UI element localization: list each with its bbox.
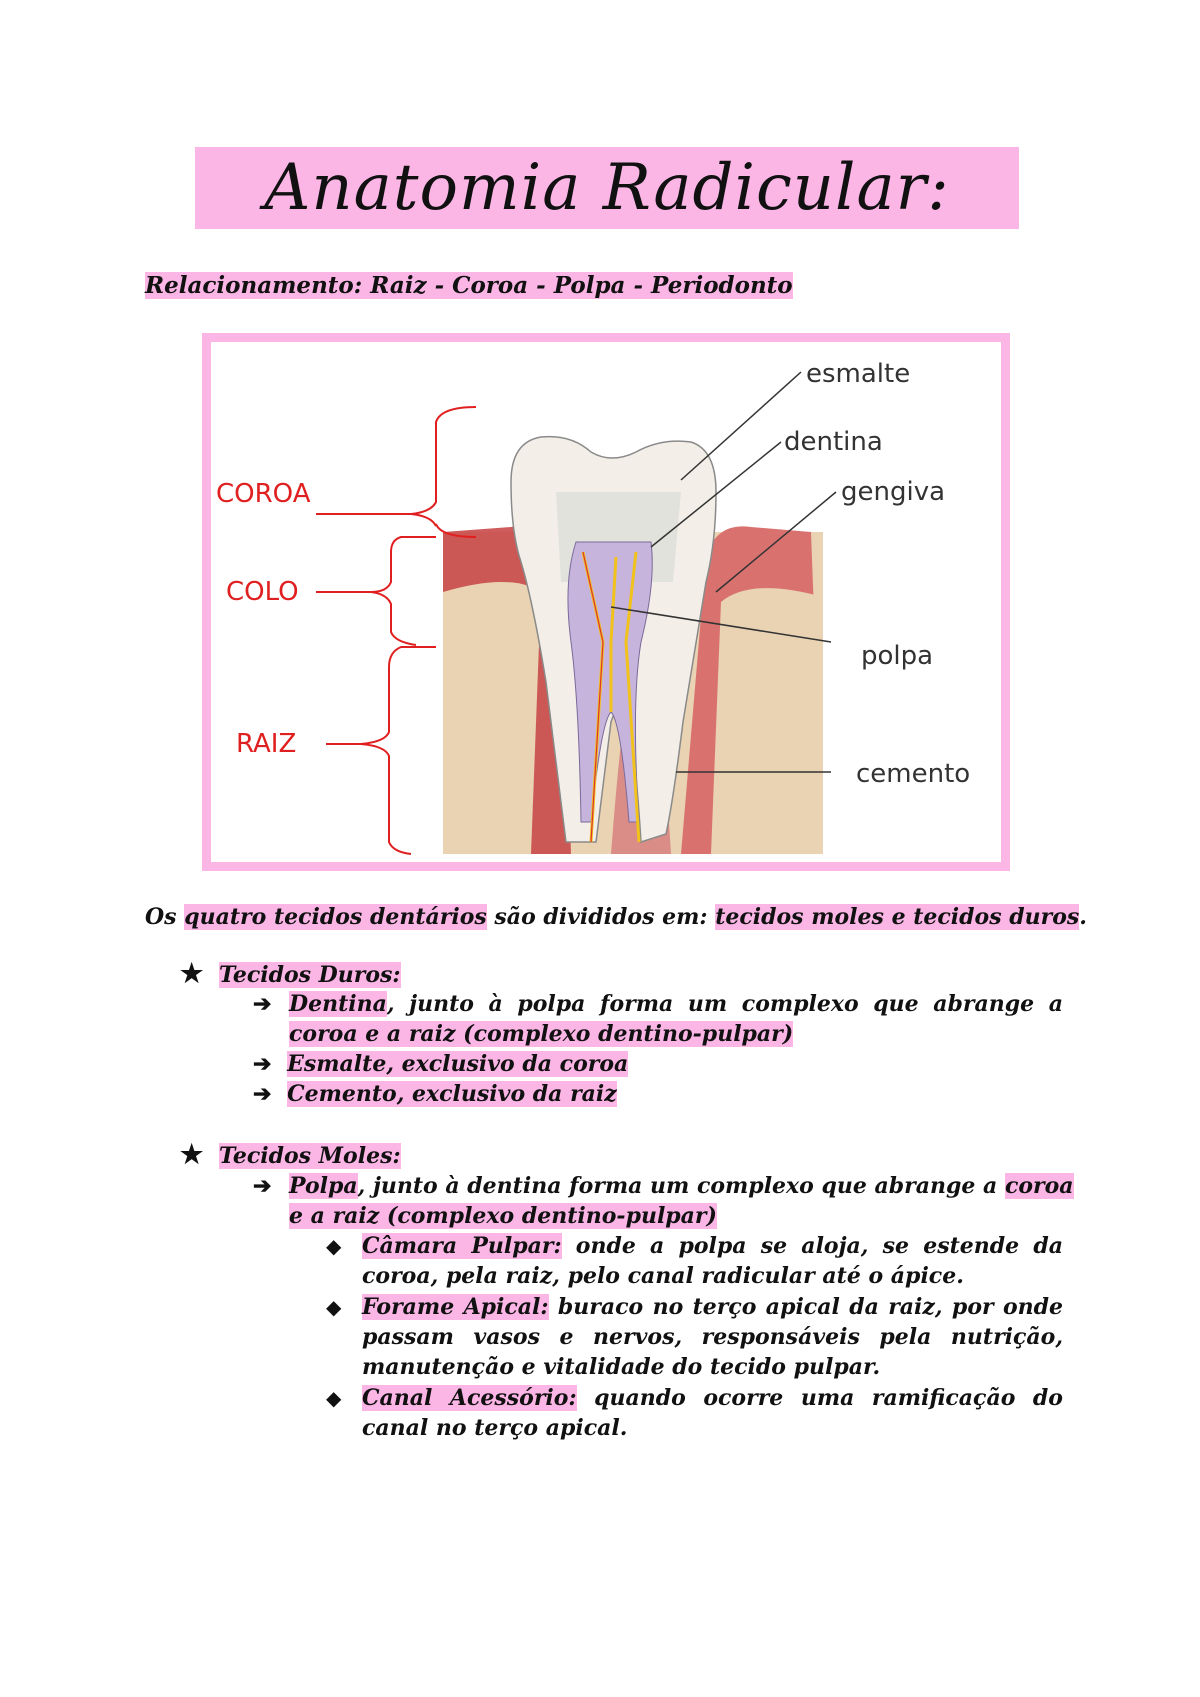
esmalte-text: , exclusivo da bbox=[386, 1051, 560, 1077]
esmalte-tail: coroa bbox=[559, 1051, 629, 1077]
label-esmalte: esmalte bbox=[806, 359, 911, 389]
hard-item-dentina bbox=[253, 989, 1063, 1049]
canal-text-line2: canal no terço apical. bbox=[362, 1415, 628, 1441]
label-raiz: RAIZ bbox=[236, 729, 297, 759]
hard-heading-text: Tecidos Duros: bbox=[218, 962, 401, 988]
hard-item-esmalte bbox=[253, 1049, 628, 1079]
polpa-tail: coroa bbox=[1004, 1173, 1074, 1199]
page-title: Anatomia Radicular: bbox=[264, 151, 950, 225]
subtitle-text: Relacionamento: Raiz - Coroa - Polpa - Periodonto bbox=[145, 272, 793, 299]
subitem-canal-acessorio bbox=[326, 1383, 1063, 1443]
forame-text-line3: manutenção e vitalidade do tecido pulpar. bbox=[362, 1354, 881, 1380]
tooth-diagram bbox=[202, 333, 1010, 871]
arrow-icon: ➔ bbox=[253, 1081, 272, 1107]
subtitle bbox=[145, 271, 793, 301]
intro-paragraph bbox=[145, 902, 1087, 932]
arrow-icon: ➔ bbox=[253, 1051, 272, 1077]
soft-tissues-heading bbox=[180, 1140, 401, 1171]
term-forame-apical: Forame Apical: bbox=[362, 1294, 549, 1320]
intro-part: e bbox=[883, 904, 914, 930]
camara-text: onde a polpa se aloja, se estende da bbox=[561, 1233, 1063, 1259]
bone-left bbox=[443, 582, 541, 854]
dentina-text: , junto à polpa forma um complexo que abrange a bbox=[386, 991, 1063, 1017]
cemento-text: , exclusivo da bbox=[396, 1081, 571, 1107]
intro-part: são divididos em: bbox=[486, 904, 716, 930]
term-esmalte: Esmalte bbox=[287, 1051, 387, 1077]
diamond-icon: ◆ bbox=[326, 1295, 342, 1319]
subitem-forame-apical bbox=[326, 1292, 1063, 1382]
forame-text: buraco no terço apical da raiz, por onde bbox=[548, 1294, 1064, 1320]
soft-item-polpa bbox=[253, 1171, 1074, 1231]
forame-text-line2: passam vasos e nervos, responsáveis pela nutrição, bbox=[362, 1324, 1063, 1350]
intro-highlight-hard: tecidos duros bbox=[913, 904, 1080, 930]
cemento-tail: raiz bbox=[570, 1081, 617, 1107]
camara-text-line2: coroa, pela raiz, pelo canal radicular até o ápice. bbox=[362, 1263, 964, 1289]
arrow-icon: ➔ bbox=[253, 991, 272, 1017]
intro-part: . bbox=[1079, 904, 1087, 930]
label-coroa: COROA bbox=[216, 479, 311, 509]
star-icon: ★ bbox=[180, 1140, 204, 1170]
soft-heading-text: Tecidos Moles: bbox=[218, 1143, 401, 1169]
tooth-illustration bbox=[211, 342, 1001, 862]
hard-item-cemento bbox=[253, 1079, 617, 1109]
star-icon: ★ bbox=[180, 959, 204, 989]
term-dentina: Dentina bbox=[289, 991, 387, 1017]
label-gengiva: gengiva bbox=[841, 477, 946, 507]
polpa-text: , junto à dentina forma um complexo que abrange a bbox=[357, 1173, 1005, 1199]
term-camara-pulpar: Câmara Pulpar: bbox=[362, 1233, 562, 1259]
label-cemento: cemento bbox=[856, 759, 971, 789]
bone-right bbox=[711, 588, 823, 854]
intro-highlight-soft: tecidos moles bbox=[715, 904, 884, 930]
label-colo: COLO bbox=[226, 577, 299, 607]
label-dentina: dentina bbox=[784, 427, 883, 457]
intro-part: Os bbox=[145, 904, 185, 930]
intro-highlight-tissues: quatro tecidos dentários bbox=[184, 904, 487, 930]
term-cemento: Cemento bbox=[287, 1081, 397, 1107]
polpa-text-line2: e a raiz (complexo dentino-pulpar) bbox=[289, 1203, 717, 1229]
term-polpa: Polpa bbox=[289, 1173, 358, 1199]
term-canal-acessorio: Canal Acessório: bbox=[362, 1385, 577, 1411]
arrow-icon: ➔ bbox=[253, 1173, 272, 1199]
diamond-icon: ◆ bbox=[326, 1386, 342, 1410]
dentina-text-line2: coroa e a raiz (complexo dentino-pulpar) bbox=[289, 1021, 794, 1047]
title-highlight bbox=[195, 147, 1019, 229]
diamond-icon: ◆ bbox=[326, 1234, 342, 1258]
canal-text: quando ocorre uma ramificação do bbox=[576, 1385, 1063, 1411]
hard-tissues-heading bbox=[180, 959, 401, 990]
label-polpa: polpa bbox=[861, 641, 934, 671]
subitem-camara-pulpar bbox=[326, 1231, 1063, 1291]
